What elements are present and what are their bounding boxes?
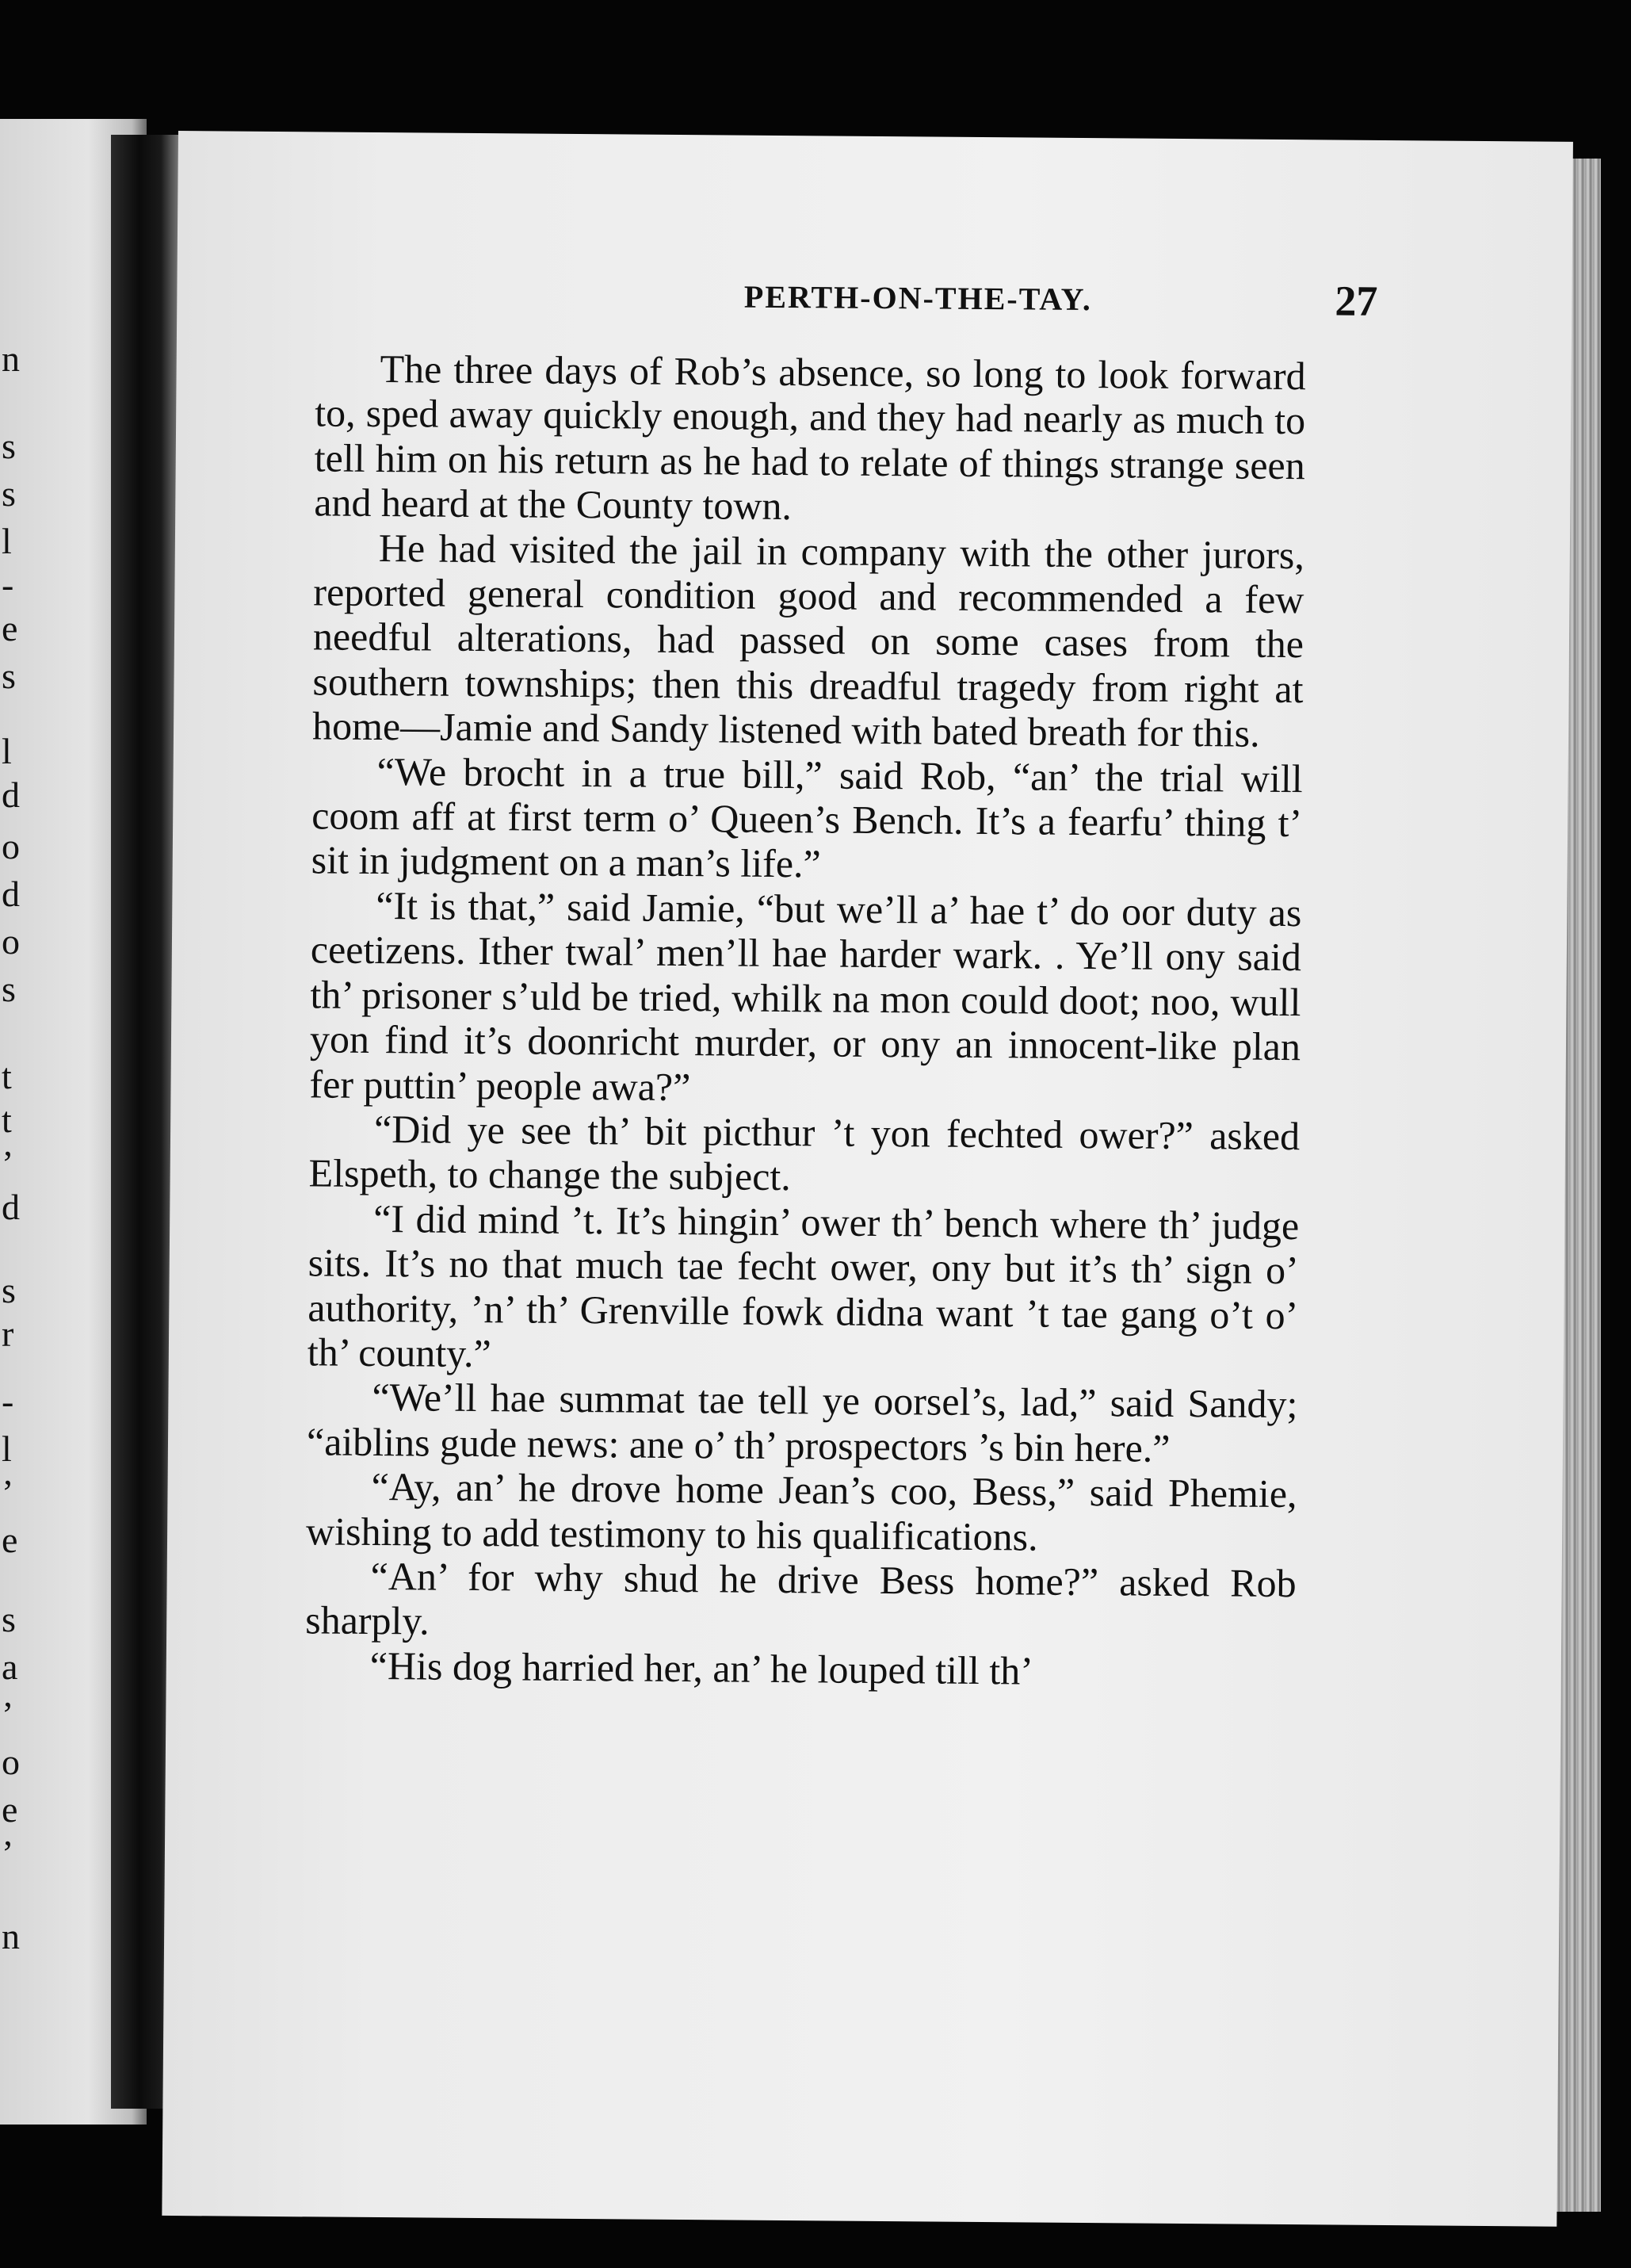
facing-page-fragment: s (2, 1270, 16, 1310)
facing-page-fragment: ’ (2, 1472, 14, 1513)
paragraph: The three days of Rob’s absence, so long to look forward to, sped away quickly enough, and they had nearly as much to tell him on his return as he had to relate of things strange seen and heard at the County town. (314, 346, 1306, 529)
facing-page-fragment: s (2, 969, 16, 1009)
facing-page-fragment: t (2, 1056, 12, 1096)
paragraph: “I did mind ’t. It’s hingin’ ower th’ bench where th’ judge sits. It’s no that much tae fecht ower, ony but it’s th’ sign o’ authority, ’n’ th’ Grenville fowk didna want ’t tae gang o’t o’ th’ county.” (307, 1195, 1300, 1376)
facing-page-fragment: o (2, 921, 20, 962)
facing-page-fragment: s (2, 426, 16, 466)
facing-page-fragment: t (2, 1100, 12, 1140)
facing-page-fragment: ’ (2, 1143, 14, 1184)
facing-page-fragment: l (2, 521, 12, 561)
facing-page-fragment: r (2, 1314, 14, 1354)
facing-page-fragment: - (2, 564, 14, 605)
paragraph: “Ay, an’ he drove home Jean’s coo, Bess,” said Phemie, wishing to add testimony to his qualifications. (305, 1464, 1297, 1559)
paragraph: “An’ for why shud he drive Bess home?” asked Rob sharply. (305, 1553, 1297, 1643)
facing-page-fragment: n (2, 338, 20, 379)
paragraph: “We brocht in a true bill,” said Rob, “an’ the trial will coom aff at first term o’ Queen’s Bench. It’s a fearfu’ thing t’ sit in judgment on a man’s life.” (311, 748, 1303, 886)
facing-page-fragment: l (2, 1428, 12, 1469)
facing-page-fragment: s (2, 473, 16, 514)
paragraph: “His dog harried her, an’ he louped till th’ (369, 1643, 1034, 1693)
facing-page-fragment: l (2, 731, 12, 771)
facing-page-fragment: d (2, 774, 20, 815)
body-text (305, 346, 1306, 1695)
paragraph: “We’ll hae summat tae tell ye oorsel’s, lad,” said Sandy; “aiblins gude news: ane o’ th’ prospectors ’s bin here.” (306, 1375, 1298, 1471)
running-title: PERTH-ON-THE-TAY. (743, 278, 1093, 318)
book-page (162, 131, 1573, 2227)
facing-page-fragment: ’ (2, 1694, 14, 1734)
facing-page-fragment: e (2, 1520, 18, 1560)
paragraph: “It is that,” said Jamie, “but we’ll a’ hae t’ do oor duty as ceetizens. Ither twal’ men’ll hae harder wark. . Ye’ll ony said th’ prisoner s’uld be tried, whilk na mon could doot; noo, wull yon find it’s doonricht murder, or ony an innocent-like plan fer puttin’ people awa?” (309, 882, 1302, 1109)
facing-page-fragment: e (2, 1789, 18, 1830)
facing-page-fragment: d (2, 1187, 20, 1227)
facing-page-fragment: - (2, 1381, 14, 1421)
page-number: 27 (1335, 277, 1378, 325)
paragraph: “Did ye see th’ bit picthur ’t yon fechted ower?” asked Elspeth, to change the subject. (308, 1106, 1301, 1199)
facing-page-fragment: o (2, 826, 20, 866)
paragraph: He had visited the jail in company with the other jurors, reported general condition good and recommended a few needful alterations, had passed on some cases from the southern townships; then this dreadful tragedy from right at home—Jamie and Sandy listened with bated breath for this. (311, 525, 1305, 755)
facing-page-fragment: ’ (2, 1833, 14, 1873)
facing-page-fragment: n (2, 1916, 20, 1956)
facing-page-fragment: a (2, 1646, 18, 1687)
facing-page-fragment: o (2, 1742, 20, 1782)
facing-page-fragment: e (2, 608, 18, 648)
facing-page-fragment: d (2, 874, 20, 914)
facing-page-fragment: s (2, 656, 16, 696)
facing-page-fragment: s (2, 1599, 16, 1639)
